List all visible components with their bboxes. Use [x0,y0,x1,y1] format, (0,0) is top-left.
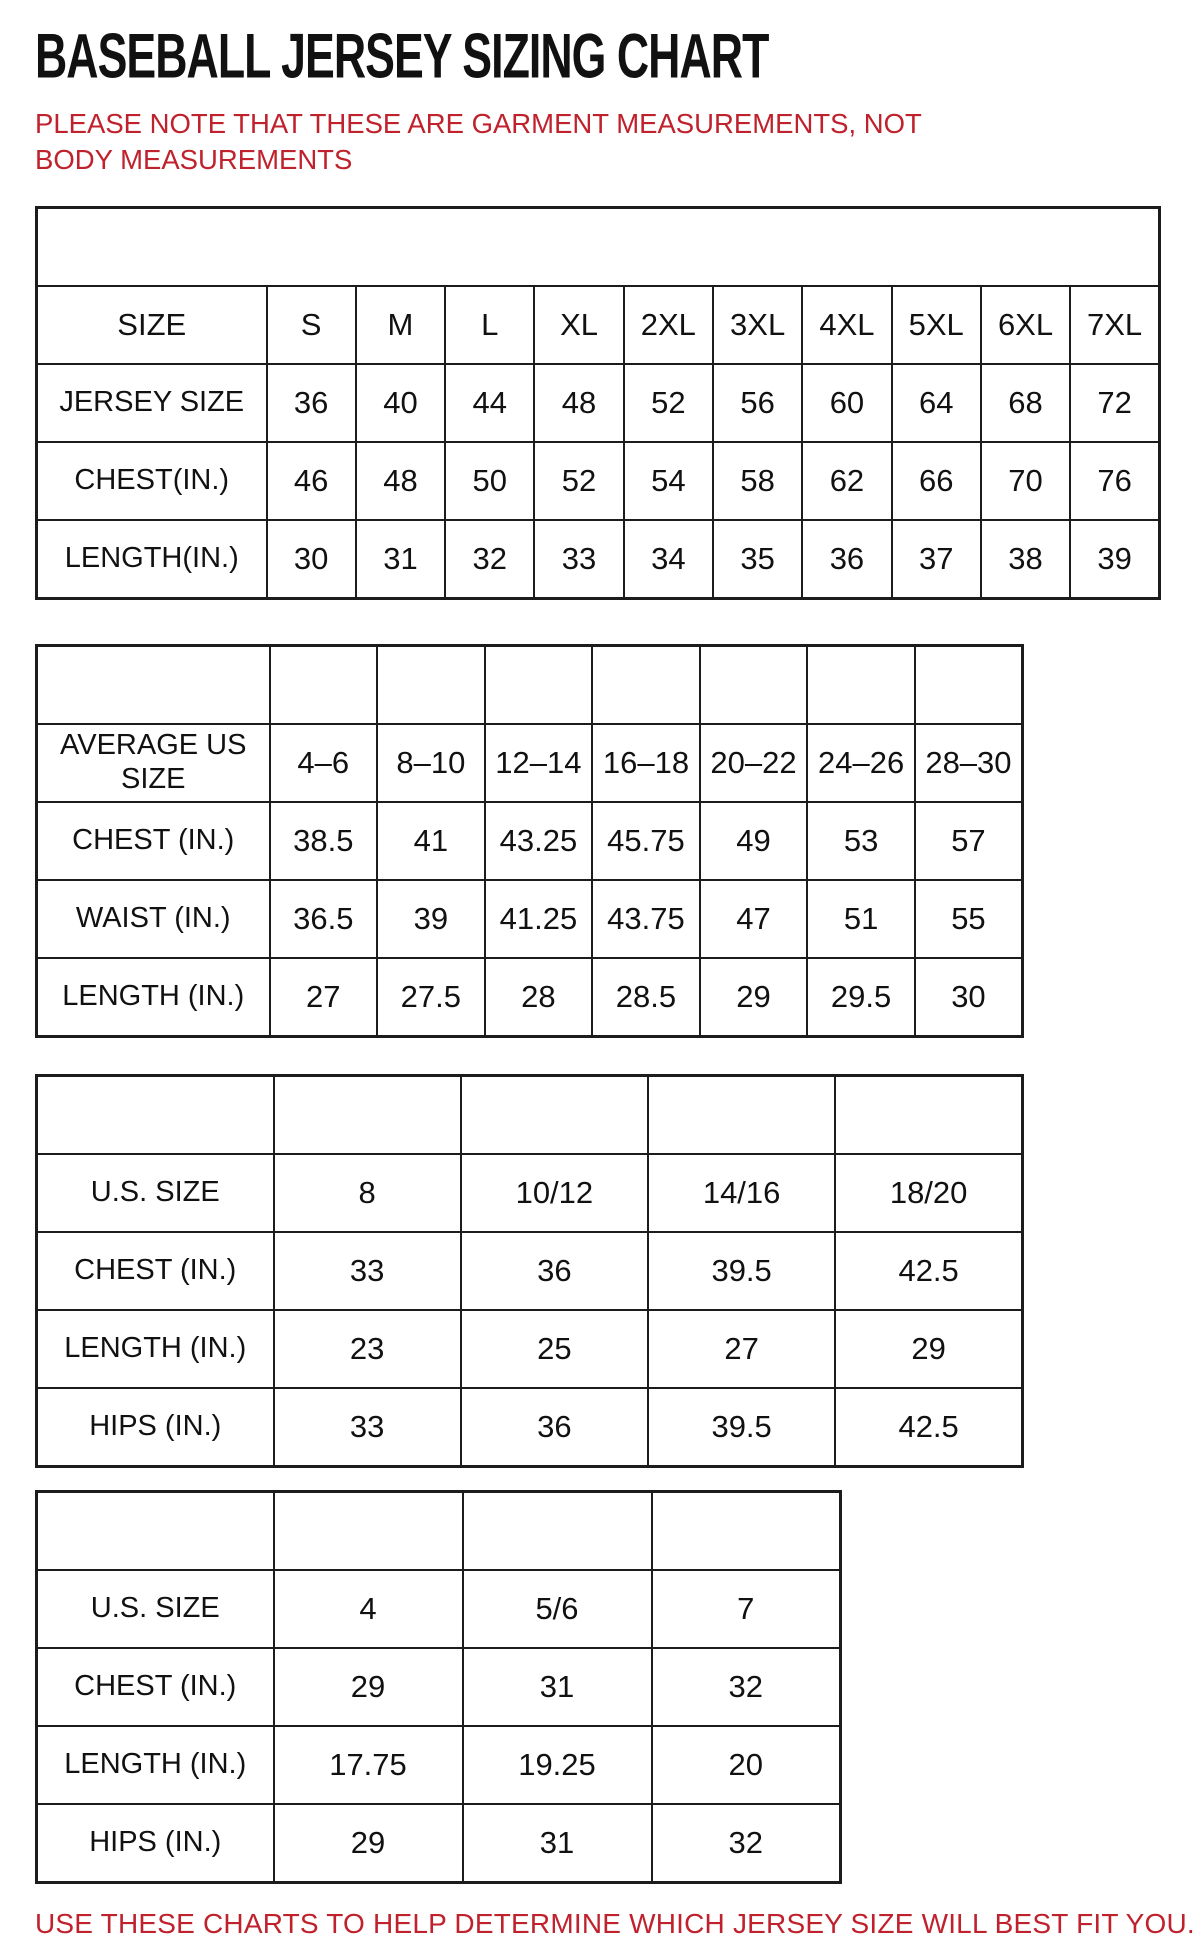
womens-value-cell: 28–30 [915,724,1023,802]
mens-value-cell: 56 [713,364,802,442]
boys-value-cell: 25 [461,1310,648,1388]
womens-row-label-waist-in: WAIST (IN.) [37,880,270,958]
boys-value-cell: 23 [274,1310,461,1388]
mens-table-label: SIZE [37,286,267,364]
mens-col-5xl: 5XL [892,286,981,364]
preschool-table-label: PRESCHOOL [37,1491,274,1570]
womens-row-label-average-us-size: AVERAGE US SIZE [37,724,270,802]
preschool-value-cell: 31 [463,1648,652,1726]
mens-value-cell: 52 [624,364,713,442]
preschool-row-length-in [37,1726,841,1804]
boys-value-cell: 39.5 [648,1232,835,1310]
boys-row-label-length-in: LENGTH (IN.) [37,1310,274,1388]
boys-value-cell: 27 [648,1310,835,1388]
womens-value-cell: 51 [807,880,915,958]
preschool-header-row [37,1491,841,1570]
womens-value-cell: 29.5 [807,958,915,1037]
womens-value-cell: 4–6 [270,724,378,802]
mens-value-cell: 35 [713,520,802,599]
mens-col-xl: XL [534,286,623,364]
preschool-col-l: L [652,1491,841,1570]
womens-value-cell: 16–18 [592,724,700,802]
womens-value-cell: 29 [700,958,808,1037]
mens-value-cell: 60 [802,364,891,442]
womens-value-cell: 36.5 [270,880,378,958]
boys-table-label: BOYS [37,1075,274,1154]
womens-value-cell: 28 [485,958,593,1037]
mens-value-cell: 70 [981,442,1070,520]
womens-value-cell: 45.75 [592,802,700,880]
mens-col-3xl: 3XL [713,286,802,364]
boys-header-row [37,1075,1023,1154]
mens-value-cell: 72 [1070,364,1159,442]
womens-value-cell: 53 [807,802,915,880]
womens-value-cell: 30 [915,958,1023,1037]
preschool-row-hips-in [37,1804,841,1883]
mens-value-cell: 48 [534,364,623,442]
womens-row-average-us-size [37,724,1023,802]
preschool-col-s: S [274,1491,463,1570]
mens-value-cell: 58 [713,442,802,520]
womens-value-cell: 55 [915,880,1023,958]
womens-row-waist-in [37,880,1023,958]
womens-row-chest-in [37,802,1023,880]
boys-value-cell: 8 [274,1154,461,1232]
mens-value-cell: 32 [445,520,534,599]
boys-value-cell: 39.5 [648,1388,835,1467]
boys-value-cell: 42.5 [835,1232,1022,1310]
womens-value-cell: 27.5 [377,958,485,1037]
mens-authentic-jerseys-table [35,206,1161,600]
mens-value-cell: 31 [356,520,445,599]
mens-value-cell: 36 [267,364,356,442]
preschool-row-label-length-in: LENGTH (IN.) [37,1726,274,1804]
preschool-value-cell: 19.25 [463,1726,652,1804]
mens-value-cell: 44 [445,364,534,442]
boys-row-chest-in [37,1232,1023,1310]
womens-value-cell: 43.75 [592,880,700,958]
mens-header-row [37,286,1160,364]
preschool-value-cell: 31 [463,1804,652,1883]
womens-value-cell: 28.5 [592,958,700,1037]
boys-value-cell: 36 [461,1232,648,1310]
mens-row-chest-in [37,442,1160,520]
mens-value-cell: 64 [892,364,981,442]
mens-value-cell: 30 [267,520,356,599]
preschool-value-cell: 4 [274,1570,463,1648]
boys-value-cell: 36 [461,1388,648,1467]
boys-row-hips-in [37,1388,1023,1467]
preschool-value-cell: 17.75 [274,1726,463,1804]
womens-value-cell: 27 [270,958,378,1037]
womens-value-cell: 57 [915,802,1023,880]
womens-value-cell: 8–10 [377,724,485,802]
mens-col-l: L [445,286,534,364]
mens-row-length-in [37,520,1160,599]
mens-value-cell: 54 [624,442,713,520]
womens-value-cell: 49 [700,802,808,880]
boys-value-cell: 18/20 [835,1154,1022,1232]
mens-value-cell: 40 [356,364,445,442]
womens-col-m: M [377,645,485,724]
womens-col-3xl: 3XL [807,645,915,724]
preschool-col-m: M [463,1491,652,1570]
womens-value-cell: 43.25 [485,802,593,880]
boys-sizing-table [35,1074,1024,1468]
womens-col-xl: XL [592,645,700,724]
preschool-row-label-chest-in: CHEST (IN.) [37,1648,274,1726]
mens-col-4xl: 4XL [802,286,891,364]
mens-col-2xl: 2XL [624,286,713,364]
boys-value-cell: 42.5 [835,1388,1022,1467]
boys-row-u-s-size [37,1154,1023,1232]
mens-row-label-chest-in: CHEST(IN.) [37,442,267,520]
mens-value-cell: 37 [892,520,981,599]
boys-row-label-u-s-size: U.S. SIZE [37,1154,274,1232]
best-fit-footer-note: USE THESE CHARTS TO HELP DETERMINE WHICH JERSEY SIZE WILL BEST FIT YOU. [35,1907,1195,1939]
preschool-value-cell: 20 [652,1726,841,1804]
boys-value-cell: 10/12 [461,1154,648,1232]
mens-banner: MEN’S AUTHENTIC JERSEYS [37,207,1160,286]
womens-value-cell: 20–22 [700,724,808,802]
mens-row-label-length-in: LENGTH(IN.) [37,520,267,599]
womens-col-s: S [270,645,378,724]
womens-col-2xl: 2XL [700,645,808,724]
mens-value-cell: 66 [892,442,981,520]
mens-value-cell: 52 [534,442,623,520]
boys-row-length-in [37,1310,1023,1388]
womens-value-cell: 41.25 [485,880,593,958]
mens-value-cell: 50 [445,442,534,520]
womens-value-cell: 39 [377,880,485,958]
mens-value-cell: 36 [802,520,891,599]
womens-table-label: WOMEN’S [37,645,270,724]
mens-col-s: S [267,286,356,364]
mens-value-cell: 39 [1070,520,1159,599]
womens-header-row [37,645,1023,724]
mens-row-label-jersey-size: JERSEY SIZE [37,364,267,442]
preschool-row-label-u-s-size: U.S. SIZE [37,1570,274,1648]
womens-sizing-table [35,644,1024,1038]
preschool-row-label-hips-in: HIPS (IN.) [37,1804,274,1883]
page-title-text: BASEBALL JERSEY SIZING CHART [35,19,769,91]
mens-value-cell: 76 [1070,442,1159,520]
preschool-row-u-s-size [37,1570,841,1648]
mens-row-jersey-size [37,364,1160,442]
womens-col-4xl: 4XL [915,645,1023,724]
preschool-sizing-table [35,1490,842,1884]
mens-value-cell: 33 [534,520,623,599]
boys-row-label-chest-in: CHEST (IN.) [37,1232,274,1310]
mens-value-cell: 62 [802,442,891,520]
boys-col-yth-xl: YTH XL [835,1075,1022,1154]
boys-col-yth-m: YTH M [461,1075,648,1154]
womens-value-cell: 38.5 [270,802,378,880]
womens-row-label-length-in: LENGTH (IN.) [37,958,270,1037]
womens-col-l: L [485,645,593,724]
womens-row-length-in [37,958,1023,1037]
preschool-value-cell: 5/6 [463,1570,652,1648]
garment-measurement-note: PLEASE NOTE THAT THESE ARE GARMENT MEASUREMENTS, NOT BODY MEASUREMENTS [35,108,922,175]
womens-value-cell: 47 [700,880,808,958]
page-title [35,19,1164,91]
boys-col-yth-s: YTH S [274,1075,461,1154]
mens-value-cell: 34 [624,520,713,599]
boys-value-cell: 14/16 [648,1154,835,1232]
mens-value-cell: 48 [356,442,445,520]
preschool-value-cell: 29 [274,1648,463,1726]
preschool-value-cell: 7 [652,1570,841,1648]
womens-value-cell: 24–26 [807,724,915,802]
preschool-row-chest-in [37,1648,841,1726]
mens-value-cell: 38 [981,520,1070,599]
boys-col-yth-l: YTH L [648,1075,835,1154]
mens-value-cell: 46 [267,442,356,520]
boys-value-cell: 33 [274,1232,461,1310]
preschool-value-cell: 32 [652,1648,841,1726]
womens-row-label-chest-in: CHEST (IN.) [37,802,270,880]
boys-value-cell: 33 [274,1388,461,1467]
boys-row-label-hips-in: HIPS (IN.) [37,1388,274,1467]
preschool-value-cell: 29 [274,1804,463,1883]
womens-value-cell: 41 [377,802,485,880]
preschool-value-cell: 32 [652,1804,841,1883]
womens-value-cell: 12–14 [485,724,593,802]
mens-col-6xl: 6XL [981,286,1070,364]
mens-col-7xl: 7XL [1070,286,1159,364]
mens-col-m: M [356,286,445,364]
mens-value-cell: 68 [981,364,1070,442]
boys-value-cell: 29 [835,1310,1022,1388]
